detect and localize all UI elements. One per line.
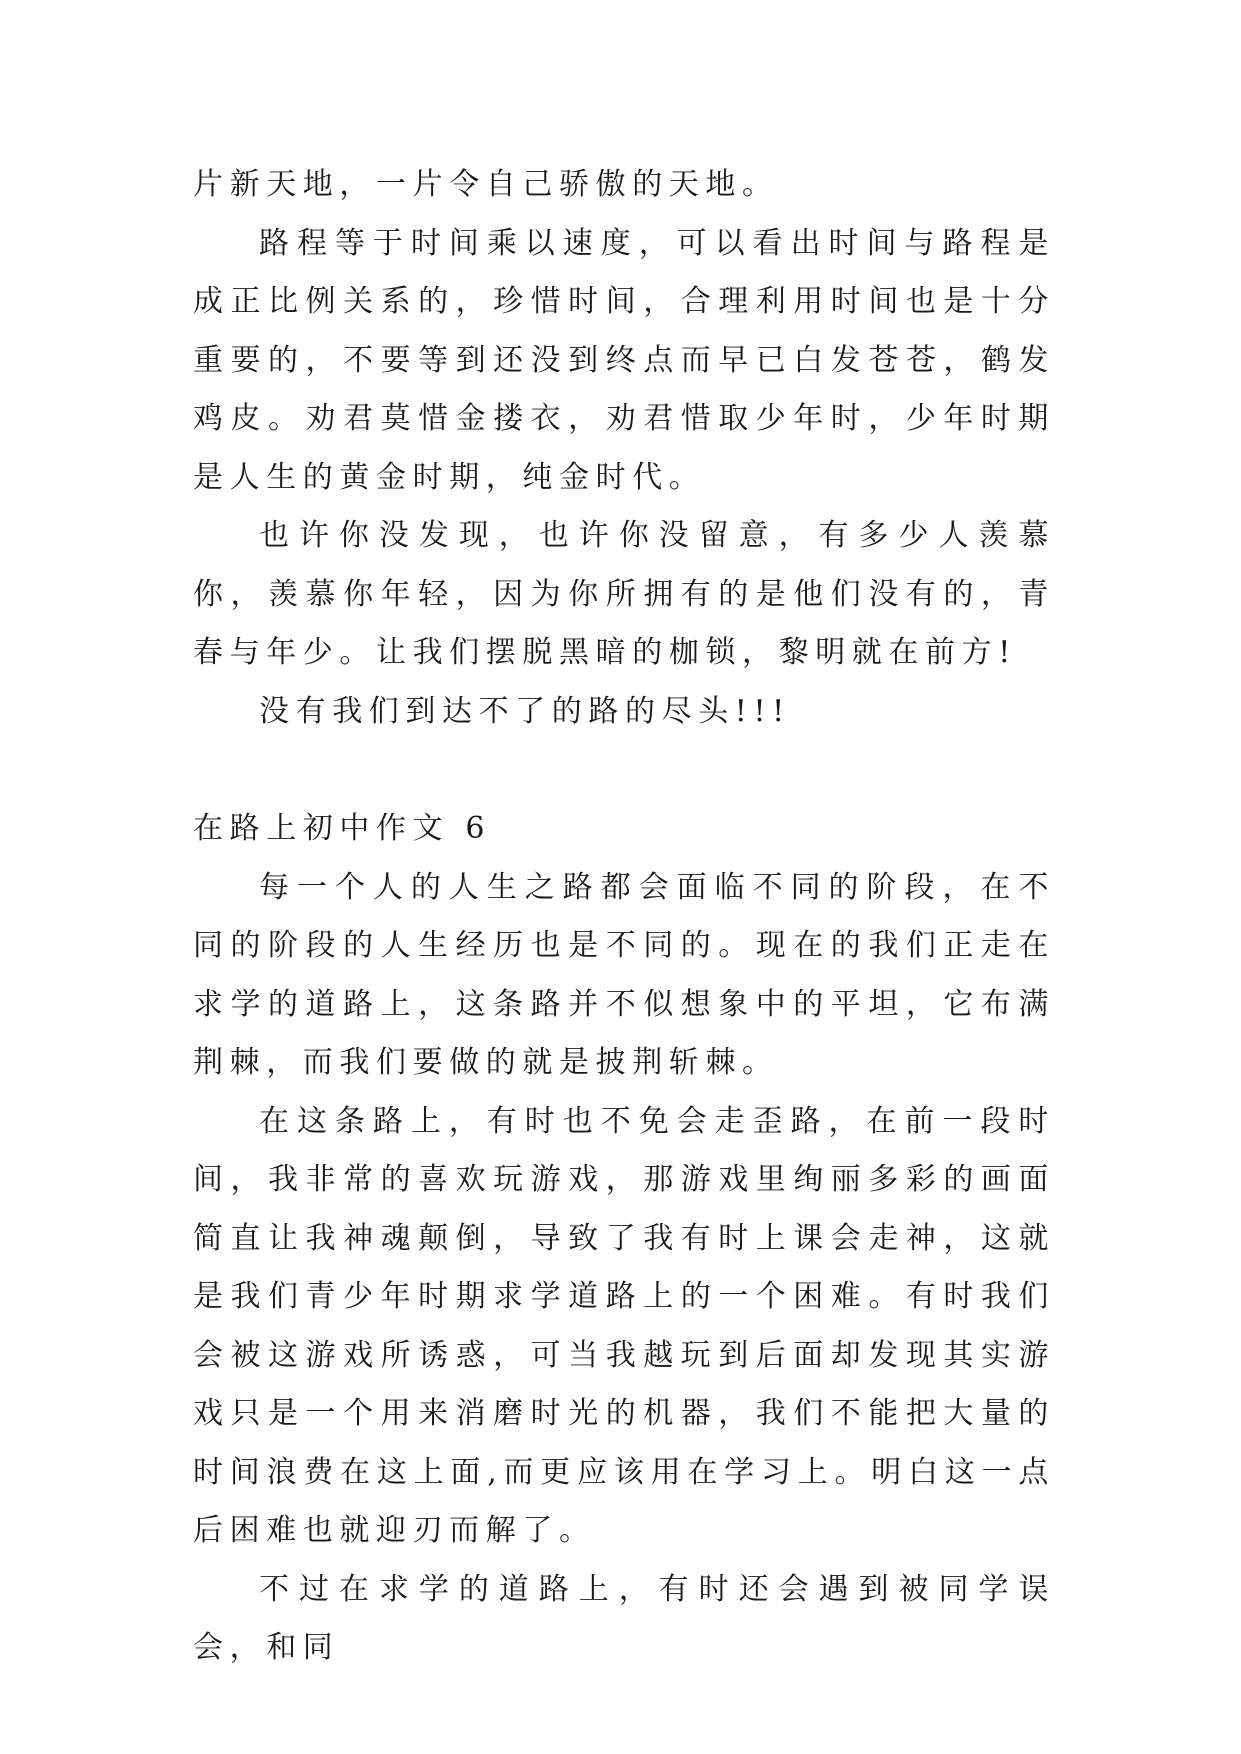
paragraph: 在这条路上，有时也不免会走歪路，在前一段时间，我非常的喜欢玩游戏，那游戏里绚丽多彩的画面简直让我神魂颠倒，导致了我有时上课会走神，这就是我们青少年时期求学道路上的一个困难。有时我们会被这游戏所诱惑，可当我越玩到后面却发现其实游戏只是一个用来消磨时光的机器，我们不能把大量的时间浪费在这上面,而更应该用在学习上。明白这一点后困难也就迎刃而解了。: [193, 1103, 1055, 1548]
section-title: 在路上初中作文 6: [193, 811, 492, 846]
document-page: [193, 156, 1055, 1678]
paragraph: 没有我们到达不了的路的尽头!!!: [259, 693, 791, 729]
paragraph: 片新天地，一片令自己骄傲的天地。: [193, 167, 779, 202]
paragraph: 不过在求学的道路上，有时还会遇到被同学误会，和同: [193, 1571, 1055, 1665]
paragraph: 路程等于时间乘以速度，可以看出时间与路程是成正比例关系的，珍惜时间，合理利用时间也是十分重要的，不要等到还没到终点而早已白发苍苍，鹤发鸡皮。劝君莫惜金搂衣，劝君惜取少年时，少年时期是人生的黄金时期，纯金时代。: [193, 225, 1055, 495]
paragraph: 每一个人的人生之路都会面临不同的阶段，在不同的阶段的人生经历也是不同的。现在的我们正走在求学的道路上，这条路并不似想象中的平坦，它布满荆棘，而我们要做的就是披荆斩棘。: [193, 869, 1055, 1080]
paragraph: 也许你没发现，也许你没留意，有多少人羡慕你，羡慕你年轻，因为你所拥有的是他们没有的，青春与年少。让我们摆脱黑暗的枷锁，黎明就在前方!: [193, 518, 1055, 670]
